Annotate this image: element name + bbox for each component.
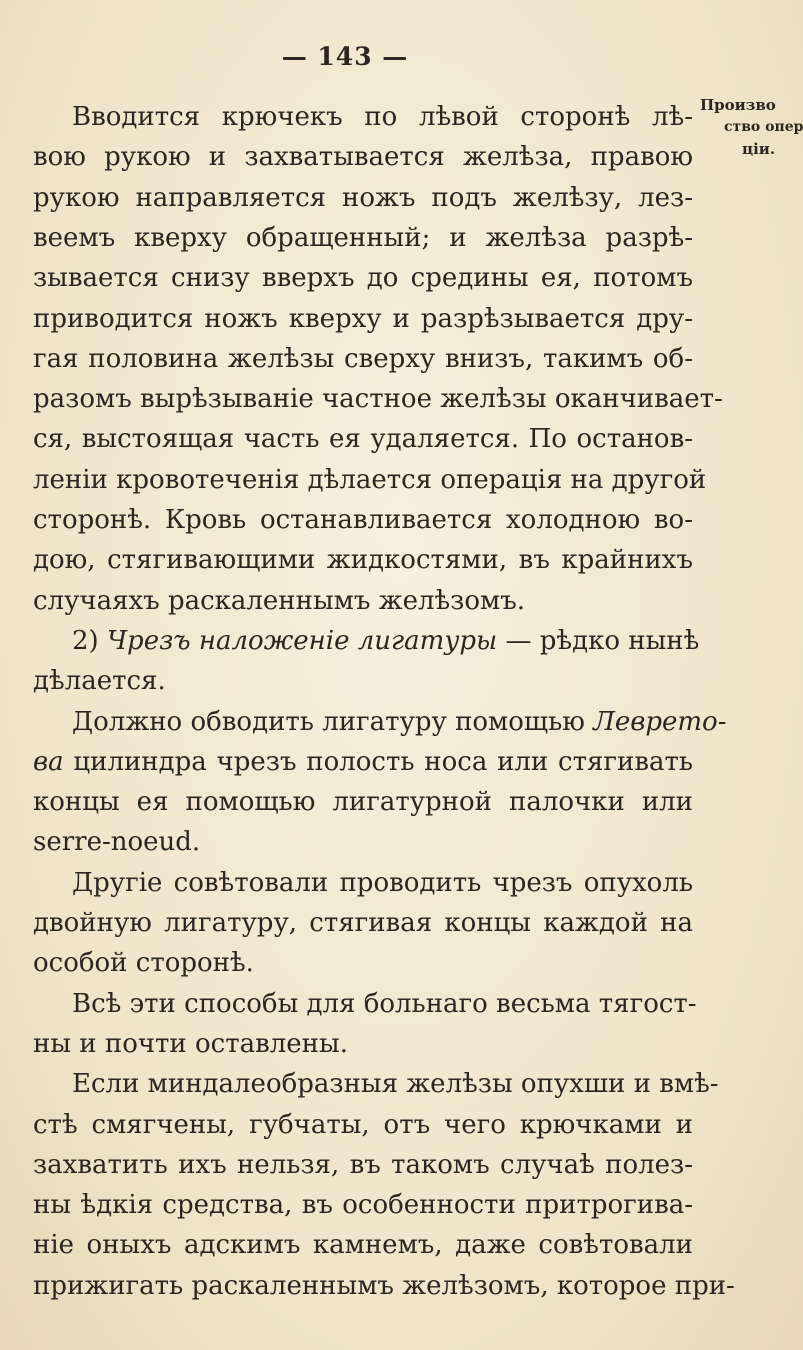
text-line-content: Другіе совѣтовали проводить чрезъ опухоль xyxy=(72,867,693,898)
text-line-content: случаяхъ раскаленнымъ желѣзомъ. xyxy=(33,585,526,616)
text-line xyxy=(33,782,693,822)
text-line-content: прижигать раскаленнымъ желѣзомъ, которое при- xyxy=(33,1270,735,1301)
text-line-content: двойную лигатуру, стягивая концы каждой на xyxy=(33,908,693,938)
text-line-content: разомъ вырѣзываніе частное желѣзы оканчивает- xyxy=(33,384,723,415)
text-line xyxy=(72,621,700,661)
text-line xyxy=(33,218,693,258)
text-line-content: дѣлается. xyxy=(33,666,166,697)
text-line xyxy=(33,460,707,500)
text-line xyxy=(33,339,693,379)
text-line xyxy=(72,984,697,1024)
text-line-content: ны ѣдкія средства, въ особенности притрогива- xyxy=(33,1190,693,1221)
text-line xyxy=(33,178,693,218)
text-line xyxy=(33,742,693,782)
text-line-content: 2) xyxy=(72,625,107,656)
text-line-content: рукою направляется ножъ подъ желѣзу, лез- xyxy=(33,182,693,213)
text-line xyxy=(33,500,693,540)
text-line-content: леніи кровотеченія дѣлается операція на другой xyxy=(33,464,707,495)
italic-term: Чрезъ наложеніе лигатуры xyxy=(106,625,498,656)
margin-note-line: ціи. xyxy=(742,140,776,158)
text-line-content: приводится ножъ кверху и разрѣзывается дру- xyxy=(33,303,693,334)
text-line xyxy=(72,702,727,742)
text-line xyxy=(33,258,693,298)
text-line-content: вою рукою и захватывается желѣза, правою xyxy=(33,142,693,173)
text-line-content: дою, стягивающими жидкостями, въ крайнихъ xyxy=(33,545,693,576)
text-line-content: Вводится крючекъ по лѣвой сторонѣ лѣ- xyxy=(72,102,693,132)
text-line xyxy=(33,903,693,943)
italic-term: Леврето- xyxy=(593,706,727,737)
text-line-content: Всѣ эти способы для больнаго весьма тягост- xyxy=(72,988,697,1019)
text-line-content: стѣ смягчены, губчаты, отъ чего крючками и xyxy=(33,1109,693,1140)
text-line xyxy=(33,379,723,419)
text-line xyxy=(33,1185,693,1225)
text-line xyxy=(33,1105,693,1145)
text-line xyxy=(33,137,693,177)
text-line xyxy=(33,419,693,459)
text-line xyxy=(33,540,693,580)
text-line xyxy=(33,1225,693,1265)
text-line-content: serre-noeud. xyxy=(33,827,201,858)
text-line-content: ся, выстоящая часть ея удаляется. По останов- xyxy=(33,424,693,455)
text-line xyxy=(33,943,693,983)
text-line-content: ны и почти оставлены. xyxy=(33,1028,348,1059)
text-line-content: веемъ кверху обращенный; и желѣза разрѣ- xyxy=(33,222,693,253)
text-line-content: зывается снизу вверхъ до средины ея, потомъ xyxy=(33,263,693,294)
italic-term: ва xyxy=(33,746,64,777)
text-line xyxy=(72,1064,719,1104)
text-line-content: сторонѣ. Кровь останавливается холодною во- xyxy=(33,505,693,535)
text-line-content: ніе оныхъ адскимъ камнемъ, даже совѣтовали xyxy=(33,1230,693,1261)
text-line xyxy=(33,581,693,621)
text-line-content: захватить ихъ нельзя, въ такомъ случаѣ полез- xyxy=(33,1149,693,1180)
text-line xyxy=(72,863,693,903)
text-line-content: — рѣдко нынѣ xyxy=(497,625,700,656)
text-line xyxy=(33,822,693,862)
text-line xyxy=(33,1145,693,1185)
margin-note xyxy=(700,94,803,160)
text-line xyxy=(33,661,693,701)
margin-note-line: Произво xyxy=(700,96,776,114)
text-line xyxy=(72,97,693,137)
text-line-content: Должно обводить лигатуру помощью xyxy=(72,706,594,737)
text-line xyxy=(33,299,693,339)
margin-note-line: ство опер xyxy=(724,119,803,135)
text-line-content: Если миндалеобразныя желѣзы опухши и вмѣ- xyxy=(72,1069,719,1100)
text-line-content: цилиндра чрезъ полость носа или стягивать xyxy=(63,746,693,777)
page-number: — 143 — xyxy=(281,42,409,71)
text-line xyxy=(33,1266,735,1306)
text-line-content: гая половина желѣзы сверху внизъ, такимъ об- xyxy=(33,343,693,374)
text-line-content: концы ея помощью лигатурной палочки или xyxy=(33,787,693,818)
text-line xyxy=(33,1024,693,1064)
text-line-content: особой сторонѣ. xyxy=(33,948,254,979)
